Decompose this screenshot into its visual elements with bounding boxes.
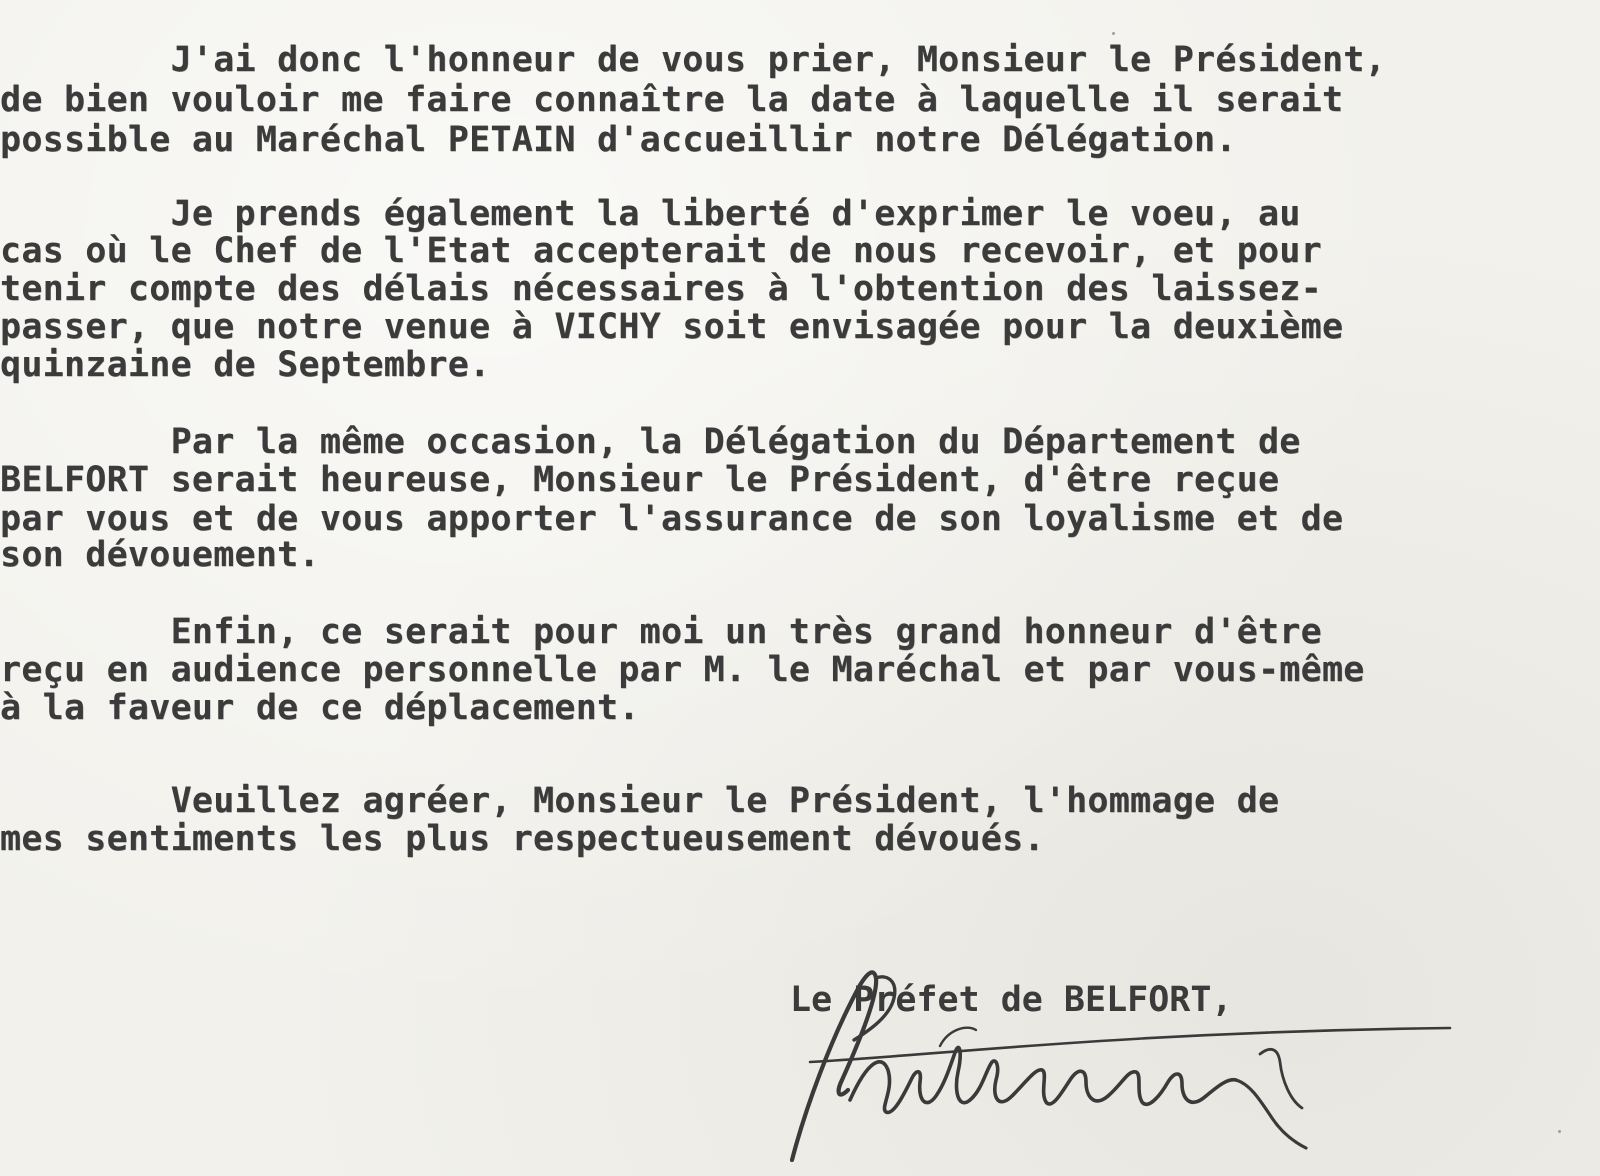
letter-line: mes sentiments les plus respectueusement dévoués. <box>0 819 1045 859</box>
letter-line: Par la même occasion, la Délégation du Département de <box>0 422 1301 462</box>
letter-line: possible au Maréchal PETAIN d'accueillir notre Délégation. <box>0 120 1237 160</box>
letter-line: de bien vouloir me faire connaître la date à laquelle il serait <box>0 80 1344 120</box>
letter-line: tenir compte des délais nécessaires à l'obtention des laissez- <box>0 269 1322 309</box>
letter-line: quinzaine de Septembre. <box>0 345 491 385</box>
letter-line: J'ai donc l'honneur de vous prier, Monsieur le Président, <box>0 40 1386 80</box>
letter-line: cas où le Chef de l'Etat accepterait de nous recevoir, et pour <box>0 231 1322 271</box>
letter-line: Enfin, ce serait pour moi un très grand honneur d'être <box>0 612 1322 652</box>
letter-line: par vous et de vous apporter l'assurance de son loyalisme et de <box>0 499 1344 539</box>
letter-line: son dévouement. <box>0 535 320 575</box>
letter-line: Je prends également la liberté d'exprimer le voeu, au <box>0 194 1301 234</box>
handwritten-signature-icon <box>790 950 1490 1170</box>
scan-speck <box>1112 32 1115 35</box>
letter-line: passer, que notre venue à VICHY soit envisagée pour la deuxième <box>0 307 1344 347</box>
letter-line: reçu en audience personnelle par M. le Maréchal et par vous-même <box>0 650 1365 690</box>
signatory-title: Le Préfet de BELFORT, <box>790 980 1233 1020</box>
letter-line: à la faveur de ce déplacement. <box>0 688 640 728</box>
scan-speck <box>1558 1130 1561 1133</box>
letter-line: Veuillez agréer, Monsieur le Président, l'hommage de <box>0 781 1280 821</box>
letter-line: BELFORT serait heureuse, Monsieur le Président, d'être reçue <box>0 460 1280 500</box>
